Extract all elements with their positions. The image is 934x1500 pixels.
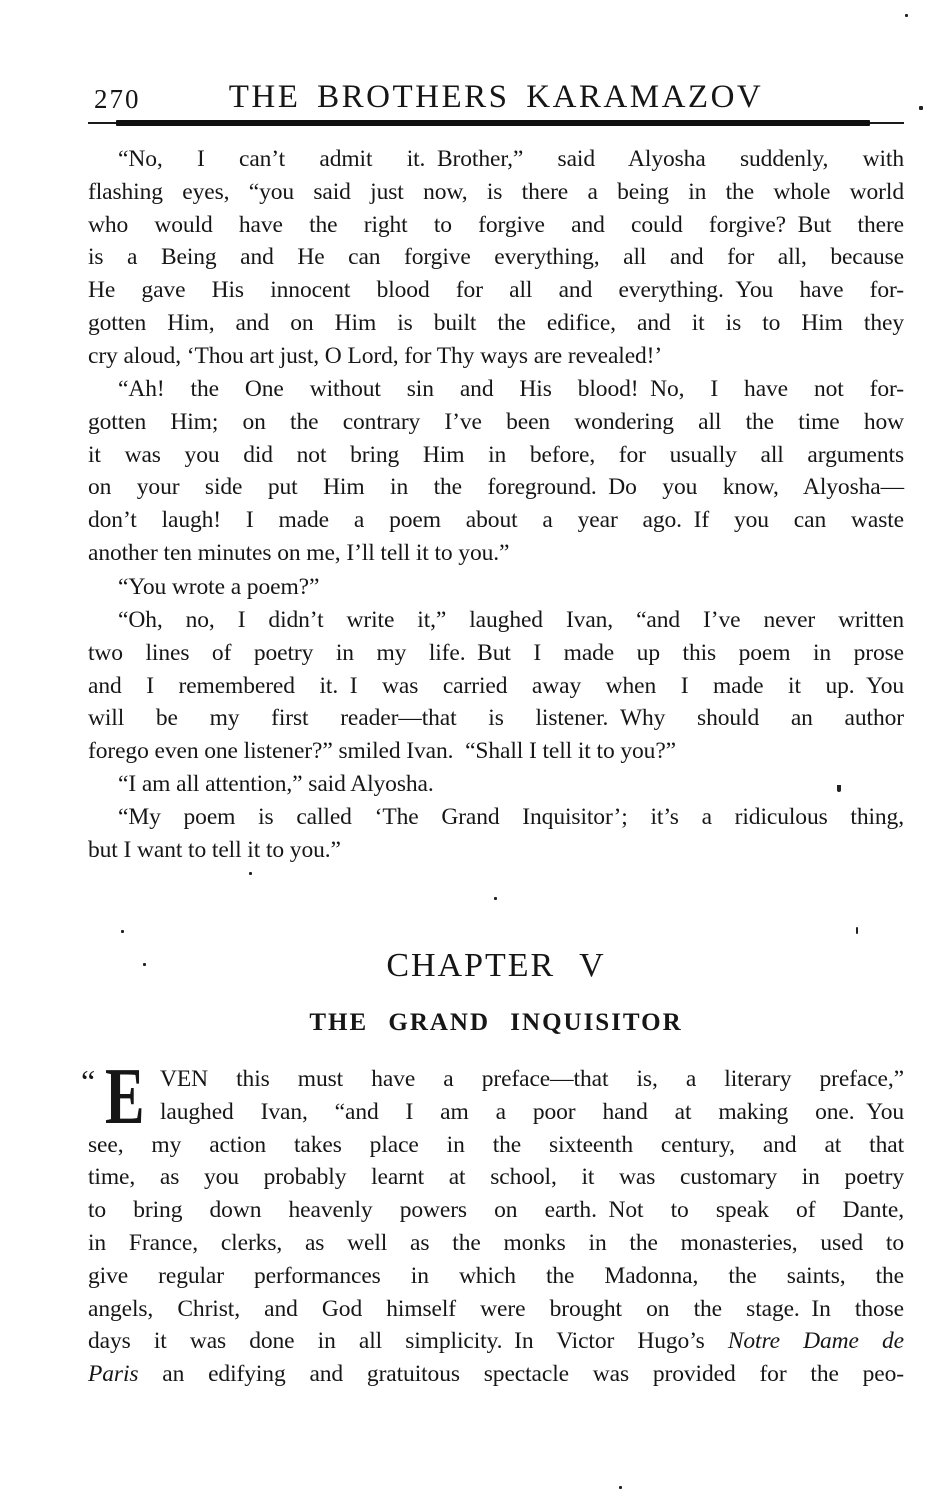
text-line: flashing eyes, “you said just now, is there a being in the whole world [88, 178, 904, 205]
text-line: VEN this must have a preface—that is, a literary preface,” [160, 1066, 904, 1092]
text-line: in France, clerks, as well as the monks in the monasteries, used to [88, 1229, 904, 1256]
text-line: see, my action takes place in the sixteenth century, and at that [88, 1131, 904, 1158]
scan-speck [249, 872, 252, 875]
text-line: who would have the right to forgive and could forgive? But there [88, 211, 904, 238]
text-line: laughed Ivan, “and I am a poor hand at making one. You [160, 1098, 904, 1125]
text-line: “My poem is called ‘The Grand Inquisitor’; it’s a ridiculous thing, [118, 804, 904, 830]
paragraph [88, 604, 904, 768]
text-line: He gave His innocent blood for all and everything. You have for- [88, 277, 904, 304]
scan-speck [856, 927, 858, 934]
header-rule-thick [116, 120, 870, 126]
scan-speck [494, 897, 497, 900]
opening-paragraph [81, 1053, 904, 1391]
chapter-heading: CHAPTER V [386, 947, 606, 984]
text-line: on your side put Him in the foreground. Do you know, Alyosha— [88, 474, 904, 501]
page-number: 270 [94, 84, 141, 114]
text-line: “I am all attention,” said Alyosha. [118, 771, 434, 797]
text-segment: days it was done in all simplicity. In Victor Hugo’s [88, 1328, 728, 1355]
paragraph [88, 768, 904, 801]
text-line: don’t laugh! I made a poem about a year ago. If you can waste [88, 507, 904, 534]
text-segment: an edifying and gratuitous spectacle was provided for the peo- [138, 1361, 904, 1388]
text-line: gotten Him; on the contrary I’ve been wondering all the time how [88, 408, 904, 435]
text-line: cry aloud, ‘Thou art just, O Lord, for Thy ways are revealed!’ [88, 342, 663, 369]
chapter-subtitle: THE GRAND INQUISITOR [309, 1009, 683, 1036]
italic-book-title: Paris [88, 1361, 139, 1388]
text-line [88, 1358, 904, 1391]
text-line: gotten Him, and on Him is built the edifice, and it is to Him they [88, 309, 904, 336]
text-line: but I want to tell it to you.” [88, 836, 341, 863]
text-line: time, as you probably learnt at school, it was customary in poetry [88, 1164, 904, 1191]
scan-speck [905, 14, 908, 17]
drop-cap-letter: E [105, 1053, 145, 1141]
text-line: “Ah! the One without sin and His blood! No, I have not for- [118, 376, 904, 402]
scan-speck [121, 930, 124, 933]
text-line: is a Being and He can forgive everything, all and for all, because [88, 244, 904, 271]
text-line: give regular performances in which the Madonna, the saints, the [88, 1262, 904, 1289]
text-line: and I remembered it. I was carried away when I made it up. You [88, 672, 904, 699]
scan-speck [837, 785, 841, 792]
scan-speck [619, 1486, 622, 1489]
italic-book-title: Notre Dame de [727, 1328, 904, 1355]
text-line: angels, Christ, and God himself were brought on the stage. In those [88, 1295, 904, 1322]
text-line: “Oh, no, I didn’t write it,” laughed Ivan, “and I’ve never written [118, 607, 904, 633]
text-line: two lines of poetry in my life. But I made up this poem in prose [88, 639, 904, 666]
header-rule [88, 119, 904, 129]
text-line: “You wrote a poem?” [118, 574, 320, 600]
scan-speck [143, 963, 146, 966]
text-line: another ten minutes on me, I’ll tell it to you.” [88, 539, 510, 566]
text-line: forego even one listener?” smiled Ivan. “Shall I tell it to you?” [88, 738, 676, 765]
drop-cap-quote: “ [81, 1063, 96, 1099]
paragraph [88, 801, 904, 867]
scan-speck [919, 106, 923, 110]
text-line: “No, I can’t admit it. Brother,” said Alyosha suddenly, with [118, 146, 904, 172]
text-line [88, 1325, 904, 1358]
text-line: to bring down heavenly powers on earth. Not to speak of Dante, [88, 1197, 904, 1224]
page-header [88, 76, 904, 118]
running-title: THE BROTHERS KARAMAZOV [228, 79, 764, 115]
text-line: will be my first reader—that is listener. Why should an author [88, 705, 904, 732]
paragraph [88, 373, 904, 570]
paragraph [88, 143, 904, 373]
text-line: it was you did not bring Him in before, for usually all arguments [88, 441, 904, 468]
paragraph [88, 571, 904, 604]
